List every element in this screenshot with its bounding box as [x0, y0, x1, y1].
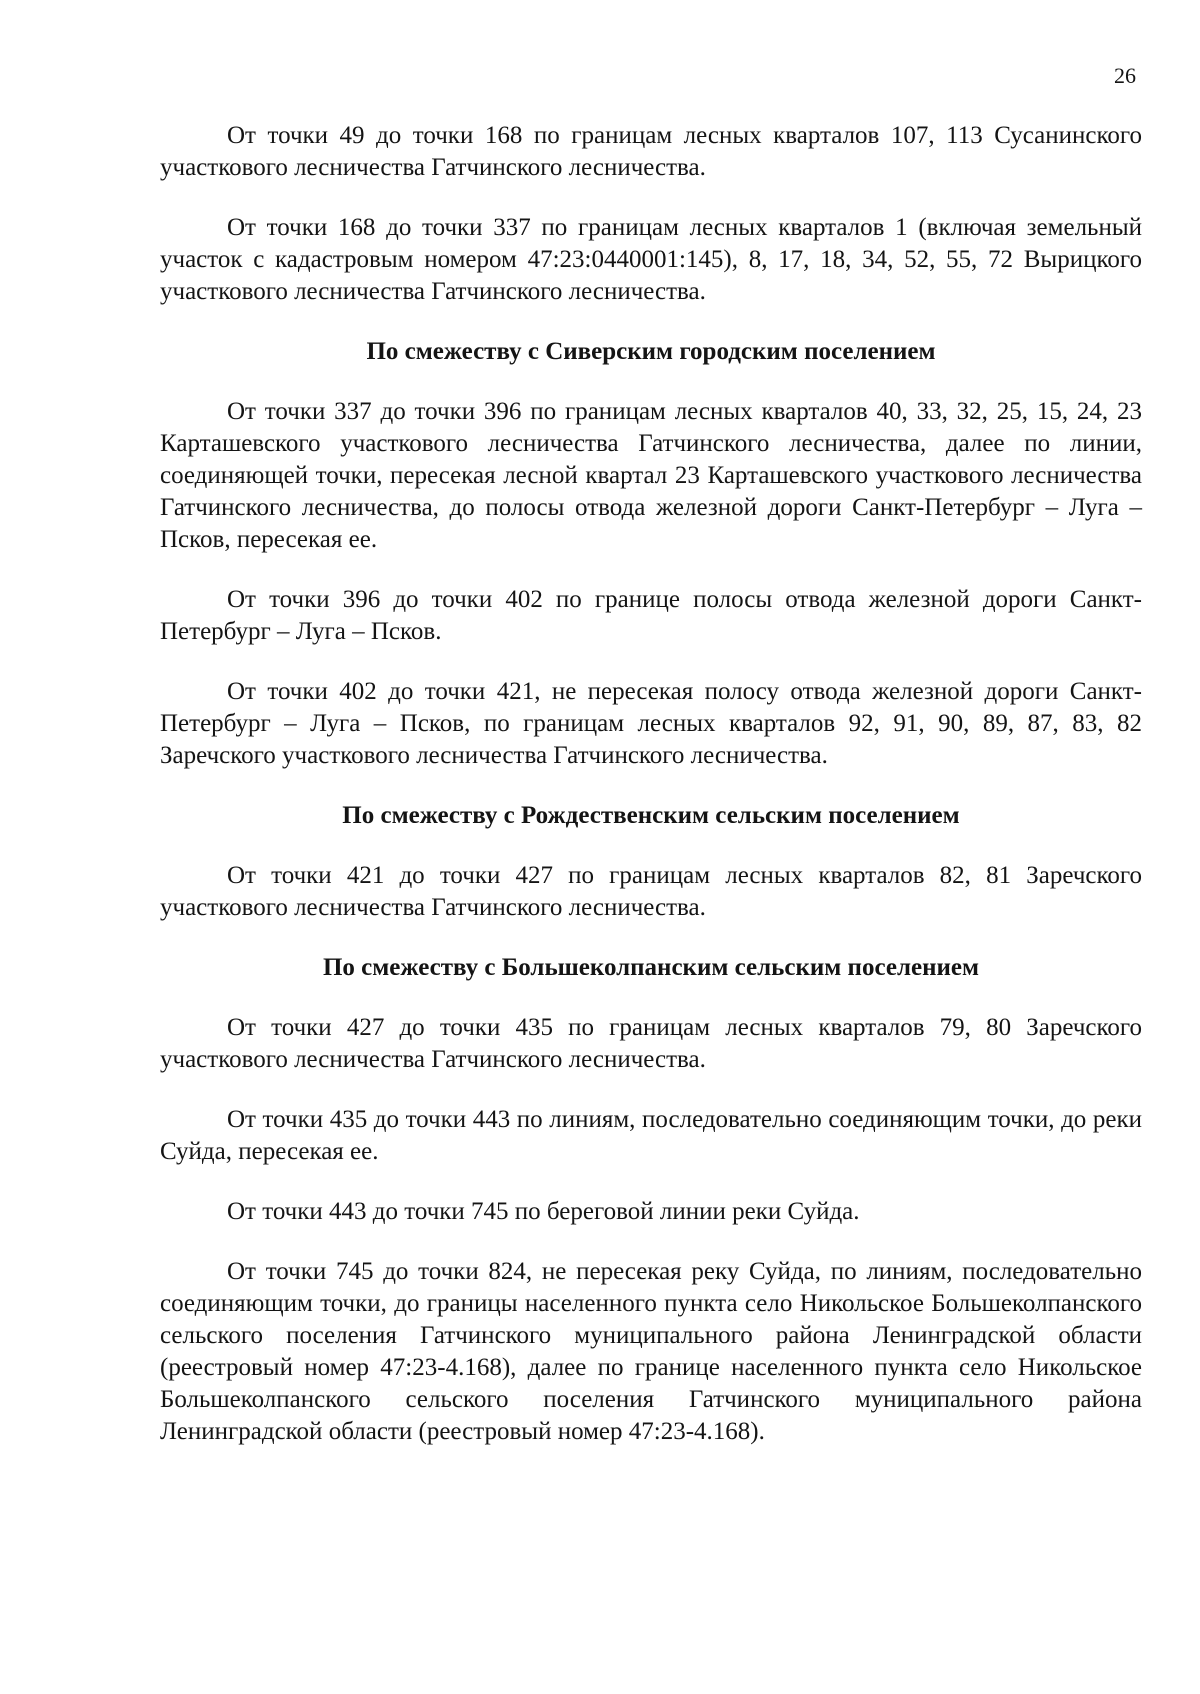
paragraph: От точки 435 до точки 443 по линиям, последовательно соединяющим точки, до реки Суйда, пересекая ее. [160, 1106, 1142, 1165]
paragraph: От точки 49 до точки 168 по границам лесных кварталов 107, 113 Сусанинского участкового лесничества Гатчинского лесничества. [160, 122, 1142, 181]
page-number: 26 [1114, 63, 1136, 88]
document-body [160, 120, 1142, 1476]
paragraph: От точки 427 до точки 435 по границам лесных кварталов 79, 80 Заречского участкового лесничества Гатчинского лесничества. [160, 1014, 1142, 1073]
section-heading: По смежеству с Рождественским сельским поселением [342, 802, 960, 829]
paragraph: От точки 337 до точки 396 по границам лесных кварталов 40, 33, 32, 25, 15, 24, 23 Карташевского участкового лесничества Гатчинского лесничества, далее по линии, соединяющей точки, пересекая лесной квартал 23 Карташевского участкового лесничества Гатчинского лесничества, до полосы отвода железной дороги Санкт-Петербург – Луга – Псков, пересекая ее. [160, 398, 1142, 553]
paragraph: От точки 745 до точки 824, не пересекая реку Суйда, по линиям, последовательно соединяющим точки, до границы населенного пункта село Никольское Большеколпанского сельского поселения Гатчинского муниципального района Ленинградской области (реестровый номер 47:23-4.168), далее по границе населенного пункта село Никольское Большеколпанского сельского поселения Гатчинского муниципального района Ленинградской области (реестровый номер 47:23-4.168). [160, 1258, 1142, 1445]
paragraph: От точки 396 до точки 402 по границе полосы отвода железной дороги Санкт-Петербург – Луга – Псков. [160, 586, 1142, 645]
section-heading: По смежеству с Большеколпанским сельским поселением [322, 954, 980, 981]
paragraph: От точки 168 до точки 337 по границам лесных кварталов 1 (включая земельный участок с кадастровым номером 47:23:0440001:145), 8, 17, 18, 34, 52, 55, 72 Вырицкого участкового лесничества Гатчинского лесничества. [160, 214, 1142, 305]
paragraph: От точки 443 до точки 745 по береговой линии реки Суйда. [227, 1198, 860, 1225]
section-heading: По смежеству с Сиверским городским поселением [366, 338, 936, 365]
paragraph: От точки 402 до точки 421, не пересекая полосу отвода железной дороги Санкт-Петербург – Луга – Псков, по границам лесных кварталов 92, 91, 90, 89, 87, 83, 82 Заречского участкового лесничества Гатчинского лесничества. [160, 678, 1142, 769]
paragraph: От точки 421 до точки 427 по границам лесных кварталов 82, 81 Заречского участкового лесничества Гатчинского лесничества. [160, 862, 1142, 921]
